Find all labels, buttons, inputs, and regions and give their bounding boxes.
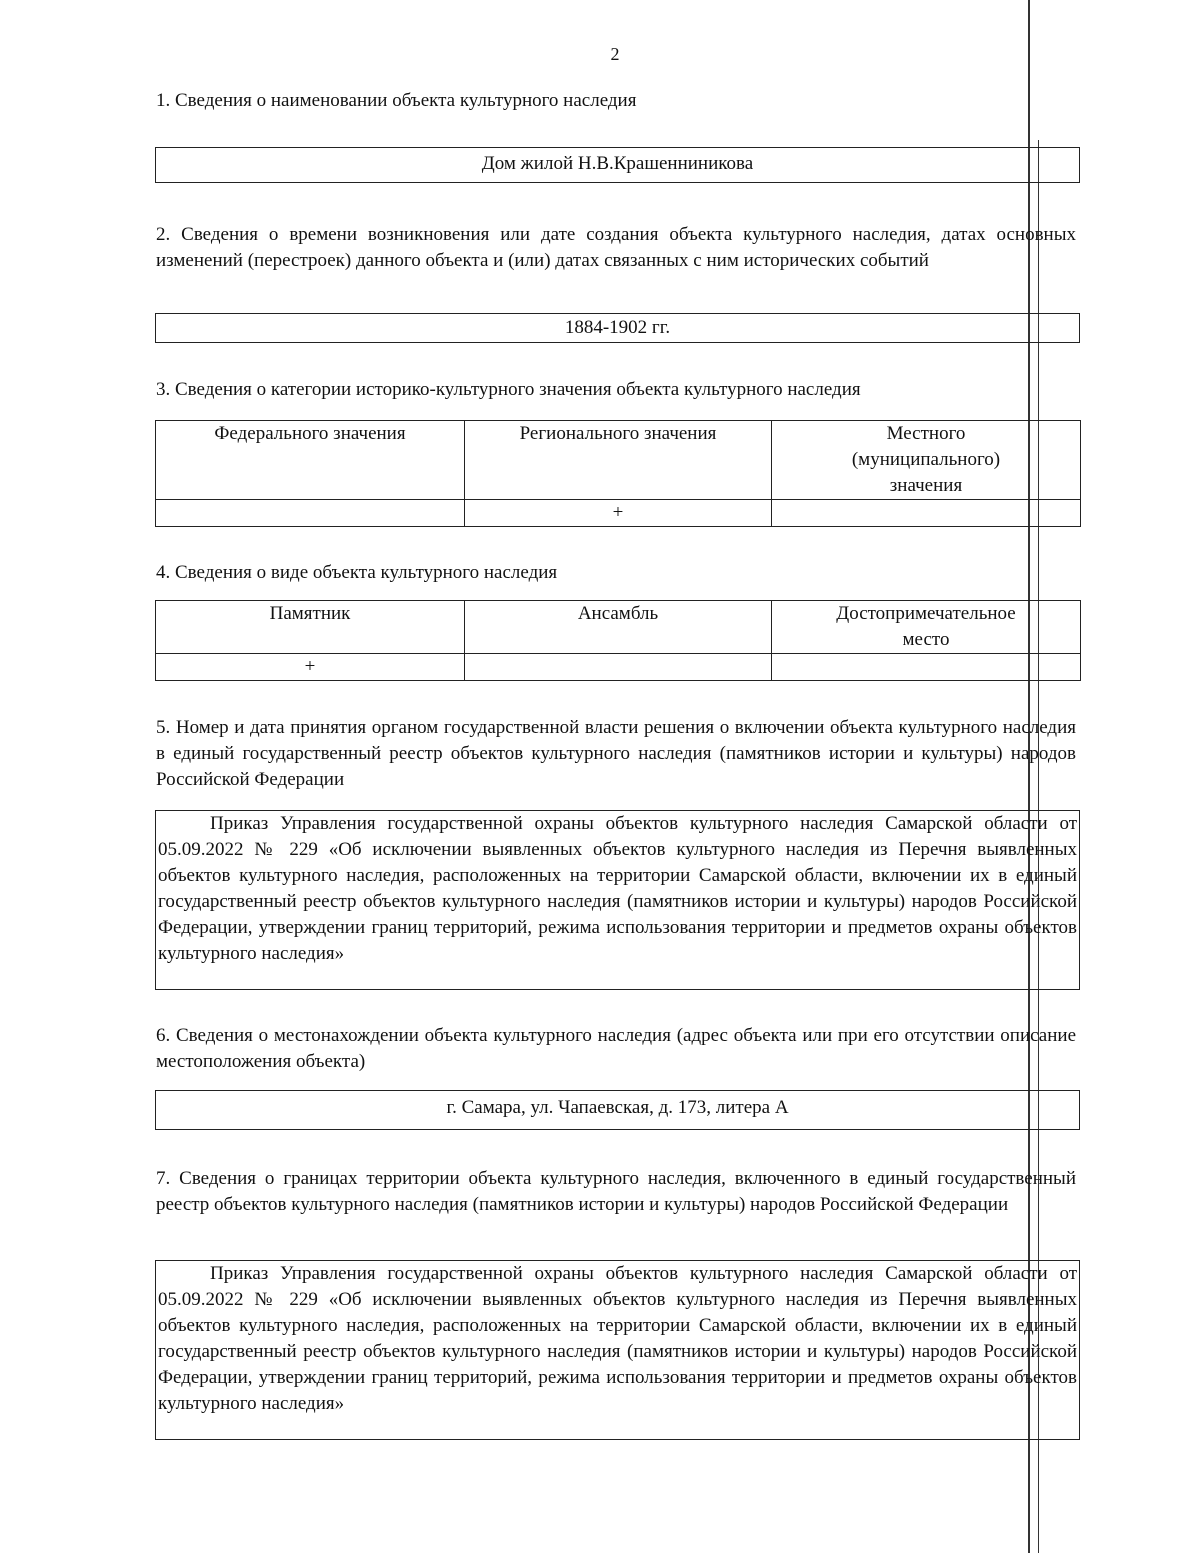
category-federal: Федерального значения	[156, 421, 465, 500]
page-number: 2	[610, 44, 620, 64]
type-landmark: Достопримечательное место	[772, 601, 1081, 654]
category-regional: Регионального значения	[465, 421, 772, 500]
type-ensemble: Ансамбль	[465, 601, 772, 654]
section-2-heading: 2. Сведения о времени возникновения или дате создания объекта культурного наследия, датах основных изменений (перестроек) данного объекта и (или) датах связанных с ним исторических событий	[156, 224, 1076, 271]
section-5-heading: 5. Номер и дата принятия органом государственной власти решения о включении объекта культурного наследия в единый государственный реестр объектов культурного наследия (памятников истории и культуры) народов Российской Федерации	[156, 717, 1076, 790]
section-7-heading: 7. Сведения о границах территории объекта культурного наследия, включенного в единый государственный реестр объектов культурного наследия (памятников истории и культуры) народов Российской Федерации	[156, 1168, 1076, 1215]
category-mark-local	[772, 500, 1081, 527]
type-mark-monument: +	[156, 654, 465, 681]
category-mark-federal	[156, 500, 465, 527]
type-mark-ensemble	[465, 654, 772, 681]
section-5-value-box	[155, 810, 1080, 990]
section-7-value: Приказ Управления государственной охраны объектов культурного наследия Самарской области от 05.09.2022 № 229 «Об исключении выявленных объектов культурного наследия из Перечня выявленных объектов культурного наследия, расположенных на территории Самарской области, включении их в единый государственный реестр объектов культурного наследия (памятников истории и культуры) народов Российской Федерации, утверждении границ территорий, режима использования территории и предметов охраны объектов культурного наследия»	[158, 1263, 1077, 1414]
category-local: Местного (муниципального) значения	[772, 421, 1081, 500]
section-1-heading: 1. Сведения о наименовании объекта культурного наследия	[156, 90, 637, 111]
category-mark-regional: +	[465, 500, 772, 527]
section-7-value-box	[155, 1260, 1080, 1440]
type-monument: Памятник	[156, 601, 465, 654]
section-6-heading: 6. Сведения о местонахождении объекта культурного наследия (адрес объекта или при его отсутствии описание местоположения объекта)	[156, 1025, 1076, 1072]
section-5-value: Приказ Управления государственной охраны объектов культурного наследия Самарской области от 05.09.2022 № 229 «Об исключении выявленных объектов культурного наследия из Перечня выявленных объектов культурного наследия, расположенных на территории Самарской области, включении их в единый государственный реестр объектов культурного наследия (памятников истории и культуры) народов Российской Федерации, утверждении границ территорий, режима использования территории и предметов охраны объектов культурного наследия»	[158, 813, 1077, 964]
section-3-heading: 3. Сведения о категории историко-культурного значения объекта культурного наследия	[156, 379, 861, 400]
section-6-value: г. Самара, ул. Чапаевская, д. 173, литера А	[155, 1090, 1080, 1130]
section-4-heading: 4. Сведения о виде объекта культурного наследия	[156, 562, 558, 583]
category-table	[155, 420, 1081, 527]
type-mark-landmark	[772, 654, 1081, 681]
type-table	[155, 600, 1081, 681]
section-2-value: 1884-1902 гг.	[155, 313, 1080, 343]
section-1-value: Дом жилой Н.В.Крашенниникова	[155, 147, 1080, 183]
